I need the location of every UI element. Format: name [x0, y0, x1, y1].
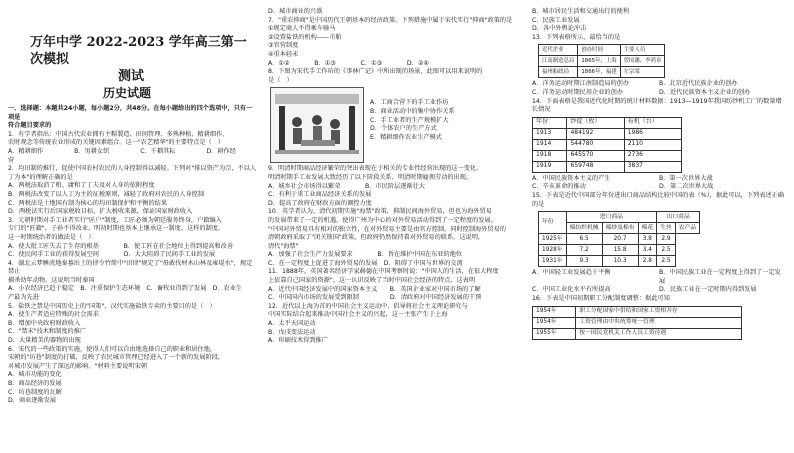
text-line: A．近代中国经济发展中的国家资本主义 B．英国企业家对中国市场的了解: [268, 285, 481, 293]
text-line: A．①② B．①③ C．①③ D．②④: [268, 59, 429, 67]
column-header: 棉纺织机械: [566, 223, 602, 234]
text-line: 捕杀幼年动物。这说明当时秦国: [8, 276, 95, 284]
text-line: C．民族工业发展: [532, 16, 580, 24]
table-cell: 2.5: [657, 245, 676, 256]
column-1: [8, 8, 258, 406]
table-cell: 1954年: [533, 317, 576, 328]
table-cell: 福州船政局: [539, 67, 578, 78]
q8-option-a: A．工商合营下的手工业作坊: [370, 99, 449, 107]
text-line: 符合题目要求的: [8, 122, 52, 130]
text-line: 农时观念等传统农业形成的关键因素组合。这一"农艺精华"的主要特点是（ ）: [8, 139, 225, 147]
table-cell: 20.7: [602, 234, 638, 245]
table-cell: 1914: [533, 139, 567, 150]
q13-option-b: B．北京近代民族企业的创办: [659, 80, 738, 88]
text-line: 9．明清时期商品经济繁荣的突出表现在于相关的专业性经营出现的这一变化。: [268, 165, 483, 173]
table-row: [539, 56, 665, 67]
text-line: 1．有学者指出：中国古代农业拥有主糧製造、田间管理、多熟种植、精耕细作、: [8, 130, 229, 138]
column-2-text: [268, 8, 524, 85]
text-line: 7．"重农抑商"是中国历代王朝基本的经济政策。下列措施中属于宋代实行"抑商"政策的是: [268, 16, 513, 24]
table-cell: 按一国民党机关工作人员工资待遇: [576, 328, 742, 339]
text-line: A．太平天国运动: [268, 320, 316, 328]
text-line: C．两税法是土地国有制为核心的均田制保护和平衡的结果: [8, 199, 168, 207]
table-cell: 江南制造总局: [539, 56, 578, 67]
table-cell: 主要人员: [620, 45, 665, 56]
table-row: [539, 234, 700, 245]
column-header: 年份: [533, 117, 567, 128]
text-line: A．使大批工匠失去了生存的根基 B．使工匠在社会地位上得到提高和改善: [8, 242, 234, 250]
text-line: 中国实际结合起来推动中国社会主义的兴起，这一主张产生于上海: [268, 311, 448, 319]
q13-option-d: D．近代民族资本主义企业的创办: [659, 88, 751, 96]
text-line: 产最为先进: [8, 294, 39, 302]
text-line: "中国对外贸易具有相对的独立性，在对外贸易主要是由官方控制，同时控制海外贸易的: [268, 225, 506, 233]
column-header: 年份: [539, 212, 567, 234]
text-line: B．两税法改变了以人丁为主的征税原则，减轻了政府对农民的人身控制: [8, 190, 205, 198]
q15-option-c: C．中国工业化水平有所提高: [532, 286, 611, 294]
table-cell: 544780: [567, 139, 624, 150]
text-line: D．各中外舆论冲击: [532, 25, 587, 33]
column-group-header: 出口商品: [657, 212, 700, 223]
text-line: 对城市发展产生了深远的影响。"材料主要说明宋朝: [8, 362, 147, 370]
text-line: 是（ ）: [268, 76, 293, 84]
q13-options-row1: [532, 80, 786, 89]
table-cell: 职工分配国家中供给和国家工资相并存: [576, 306, 742, 317]
q14-option-d: D．第二次世界大战: [659, 183, 714, 191]
text-line: B．戊戌变法运动: [268, 328, 316, 336]
text-line: 营: [8, 156, 15, 164]
table-row: [533, 317, 742, 328]
text-line: C．"禁末"技术和制度的推广: [8, 328, 87, 336]
text-line: D．大量精美的器物的出现: [8, 337, 81, 345]
text-line: B．城市居民生活和交通出行的便利: [532, 8, 630, 15]
text-line: 10．英学者认为，清代初期实施"海禁"政策，抑制民间海外贸易，但也为海外贸易: [268, 208, 492, 216]
exam-title-line2: 测试: [118, 69, 145, 84]
q14-intro: 14．下面表格是我国近代化时期的统计材料数据：1913—1919年我国纺纱机工厂的数量增长情况: [532, 97, 782, 114]
exam-subtitle: 历史试题: [103, 86, 152, 100]
q16-intro: 16．下表是中国初期职工分配制度调整：据此可知: [532, 294, 670, 302]
q14-table: [532, 117, 682, 173]
table-row: [539, 245, 700, 256]
text-line: A．加强了社会生产力发展要求 B．旨在维护中国在东亚的地位: [268, 251, 463, 259]
table-cell: 2.8: [638, 256, 657, 267]
text-line: D．城市商业的兴盛: [268, 8, 323, 15]
table-cell: 左宗棠: [620, 67, 665, 78]
table-row: [539, 67, 665, 78]
column-3-text: [532, 8, 786, 42]
table-cell: 1918: [533, 150, 567, 161]
q15-intro: 15．下表是近代中国部分年份进出口商品结构比较中国的表（%），据此可以，下列表述正确的是: [532, 191, 784, 208]
text-line: 的发展带来了一定的机遇，使得广州为中心的对外贸易活动得到了一定程度的发展。: [268, 216, 497, 224]
table-cell: 15.8: [602, 245, 638, 256]
table-header-row: [533, 117, 682, 128]
table-cell: 2.5: [657, 256, 676, 267]
table-cell: 2110: [624, 139, 681, 150]
q13-options-row2: [532, 89, 786, 98]
q15-option-b: B．中国民族工业在一定程度上得到了一定发展: [659, 269, 781, 285]
q15-options-row2: [532, 286, 786, 295]
table-cell: 9.3: [566, 256, 602, 267]
question-8-block: [268, 85, 524, 165]
table-cell: 645570: [567, 150, 624, 161]
column-header: 布机（台）: [624, 117, 681, 128]
text-line: A．小农经济已趋于稳定 B．注重保护生态环境 C．畜牧业得到了发展 D．农业生: [8, 285, 243, 293]
table-cell: 2736: [624, 150, 681, 161]
text-line: 一、选择题：本题共24小题，每小题2分，共48分。在每小题给出的四个选项中，只有一项是: [8, 105, 253, 121]
table-row: [533, 328, 742, 339]
text-line: A．精耕细作 B．男耕女织 C．千耦其耘 D．耕作经: [8, 147, 236, 155]
text-line: B．增加中央政府财政收入: [8, 319, 81, 327]
q13-option-a: A．洋务运动时期江南制造局的创办: [532, 80, 630, 88]
text-line: ②设置盐铁的机构——市舶: [268, 33, 342, 41]
text-line: C．坊巷制度的瓦解: [8, 388, 62, 396]
text-line: D．提高了政府在财政方面的调控力度: [268, 199, 372, 207]
text-line: 2．均田制的推行，促使中国农村农民的人身控制得以减轻。下列对"排以资产为宗，不以人丁为本"的理解正确的是: [8, 165, 257, 181]
column-header: 纱锭（枚）: [567, 117, 624, 128]
table-row: [533, 306, 742, 317]
table-cell: 曾国藩、李鸿章: [620, 56, 665, 67]
workshop-illustration: [270, 87, 364, 163]
text-line: 专门的"匠籍"，子孙不得改业。明初时期也基本上继承这一制度。这样的制度，: [8, 225, 225, 233]
table-cell: 工资管理由中央统筹统一管理: [576, 317, 742, 328]
table-cell: 1913: [533, 128, 567, 139]
table-cell: 10.3: [602, 256, 638, 267]
text-line: C．中国国内市场的发展受到限制 D．清政府对中国经济发展的干预: [268, 294, 482, 302]
column-1-text: [8, 105, 258, 406]
text-line: 4．湖北云梦睡虎地秦墓出土的律令竹简中"田律"规定了"毋敢伐材木山林及雍堤水"，规定禁止: [8, 259, 253, 276]
table-cell: 1919: [533, 161, 567, 172]
table-cell: 1931年: [539, 256, 567, 267]
table-cell: 3.4: [638, 245, 657, 256]
table-row: [533, 161, 682, 172]
column-header: 农产品: [675, 223, 699, 234]
q13-option-c: C．洋务运动时期民用企业的创办: [532, 88, 623, 96]
text-line: ④重本轻末: [268, 50, 299, 58]
table-cell: 1986: [624, 128, 681, 139]
q16-table: [532, 306, 742, 340]
table-cell: 3.8: [638, 234, 657, 245]
text-line: B．商品经济的发展: [8, 380, 62, 387]
table-row: [533, 128, 682, 139]
q15-options-row1: [532, 269, 786, 286]
text-line: 清朝政府采取了"闭关锁国"政策，但政府仍然保持着对外贸易的联系。这说明，: [268, 234, 485, 242]
table-cell: 2.9: [657, 234, 676, 245]
text-line: ①规定商人不得乘车骑马: [268, 25, 336, 33]
table-row: [539, 45, 665, 56]
text-line: 宋朝的"坊巷"制度的打破，反映了农民城市管理已经进入了一个新的发展阶段，: [8, 354, 225, 362]
q8-option-e: E．精耕细作农业生产模式: [370, 133, 442, 141]
text-line: 12．近代以上海为首的中国社会主义运动中，倡导将社会主义理论研究与: [268, 302, 468, 310]
table-cell: 1928年: [539, 245, 567, 256]
table-cell: 创办时间: [578, 45, 620, 56]
text-line: 6．宋代的一些政策的实施，使得人们可以自由地选择自己的职业和居住地，: [8, 345, 217, 353]
q15-option-d: D．民族工业在一定时期内得到发展: [659, 286, 757, 294]
table-cell: 1866年，福建: [578, 67, 620, 78]
q14-option-c: C．辛亥革命的推动: [532, 183, 586, 191]
q14-option-b: B．第一次世界大战: [659, 174, 713, 182]
q15-table: [538, 211, 700, 267]
text-line: A．城乡社会市场得以繁荣 B．市民阶层逐渐壮大: [268, 182, 425, 190]
table-cell: 484192: [567, 128, 624, 139]
text-line: A．印刷技术得到推广: [268, 337, 328, 345]
text-line: A．两税法取消了租、庸和了丁夫及对人身的依附程度: [8, 182, 155, 190]
text-line: 3．元朝时期对手工业者实行"匠户"制度，工匠必须为朝廷服务终身，户籍编入: [8, 216, 222, 224]
text-line: 这一时期统治者的做法是（ ）: [8, 233, 95, 241]
table-cell: 1955年: [533, 328, 576, 339]
q14-option-a: A．中国民族资本主义的产生: [532, 174, 611, 182]
table-cell: 659748: [567, 161, 624, 172]
text-line: C．使民间手工业的获得发展空间 D．大大阻碍了民间手工业的发展: [8, 251, 216, 259]
table-cell: 6.5: [566, 234, 602, 245]
q15-option-a: A．中国轻工业发展趋于平衡: [532, 269, 611, 277]
text-line: A．城市功能的变化: [8, 371, 62, 379]
question-8-options: [364, 85, 524, 165]
table-cell: 7.2: [566, 245, 602, 256]
text-line: 清代"海禁": [268, 242, 299, 250]
table-row: [539, 256, 700, 267]
table-row: [533, 139, 682, 150]
table-row: [533, 150, 682, 161]
text-line: C．在一定程度上促进了海外贸易的发展 D．阻碍了中国与世界的交流: [268, 259, 463, 267]
column-2: [268, 8, 524, 346]
column-header: 棉花: [638, 223, 657, 234]
table-cell: 1925年: [539, 234, 567, 245]
text-line: 5．盐铁之禁是中国历史上的"国策"，汉代实施盐铁专卖的主要目的是（ ）: [8, 302, 216, 310]
table-header-row: [539, 212, 700, 223]
text-line: D．两税法实行后国家税收目标，扩大税收来源，保证国家财政收入: [8, 208, 193, 216]
text-line: C．有利于重工业商品经济关系的发展: [268, 191, 372, 199]
workshop-drawing: [271, 88, 363, 162]
text-line: 明清时期手工业发展大致经历了以下阶段关系，明清时期雇佣劳动的出现，: [268, 173, 473, 181]
column-group-header: 进口商品: [566, 212, 657, 223]
text-line: 上依靠自己国家的资源"。这一认识反映了当时中国社会经济的特点，这表明: [268, 277, 476, 285]
text-line: 11．1888年，英国著名经济学家赫德在中国考察时说："中国人的生活，在很大程度: [268, 268, 499, 276]
column-3: [532, 8, 786, 340]
column-2-text-continued: [268, 165, 524, 345]
q8-option-c: C．手工业者的生产规模扩大: [370, 116, 449, 124]
text-line: D．商业逐渐发展: [8, 397, 57, 405]
q14-options-row2: [532, 183, 786, 192]
table-cell: 1865年，上海: [578, 56, 620, 67]
table-cell: 近代企业: [539, 45, 578, 56]
table-cell: 1954年: [533, 306, 576, 317]
q8-option-b: B．商业活动中的集中协作关系: [370, 107, 455, 115]
q8-option-d: D．个体农户的生产方式: [370, 125, 437, 133]
q13-table: [538, 44, 665, 78]
column-header: 生丝: [657, 223, 676, 234]
table-cell: 3837: [624, 161, 681, 172]
exam-title-line1: 万年中学 2022-2023 学年高三第一次模拟: [30, 35, 247, 67]
text-line: A．使生产者适应特殊的社会需求: [8, 311, 99, 319]
text-line: ③官营制度: [268, 42, 299, 50]
text-line: 13．下列表格所示，最恰当的是: [532, 33, 621, 41]
text-line: 8．下图为宋代手工作坊的《事林广记》中所出现的场景，此图可以用来说明的: [268, 68, 483, 76]
column-header: 棉纱及棉布: [602, 223, 638, 234]
